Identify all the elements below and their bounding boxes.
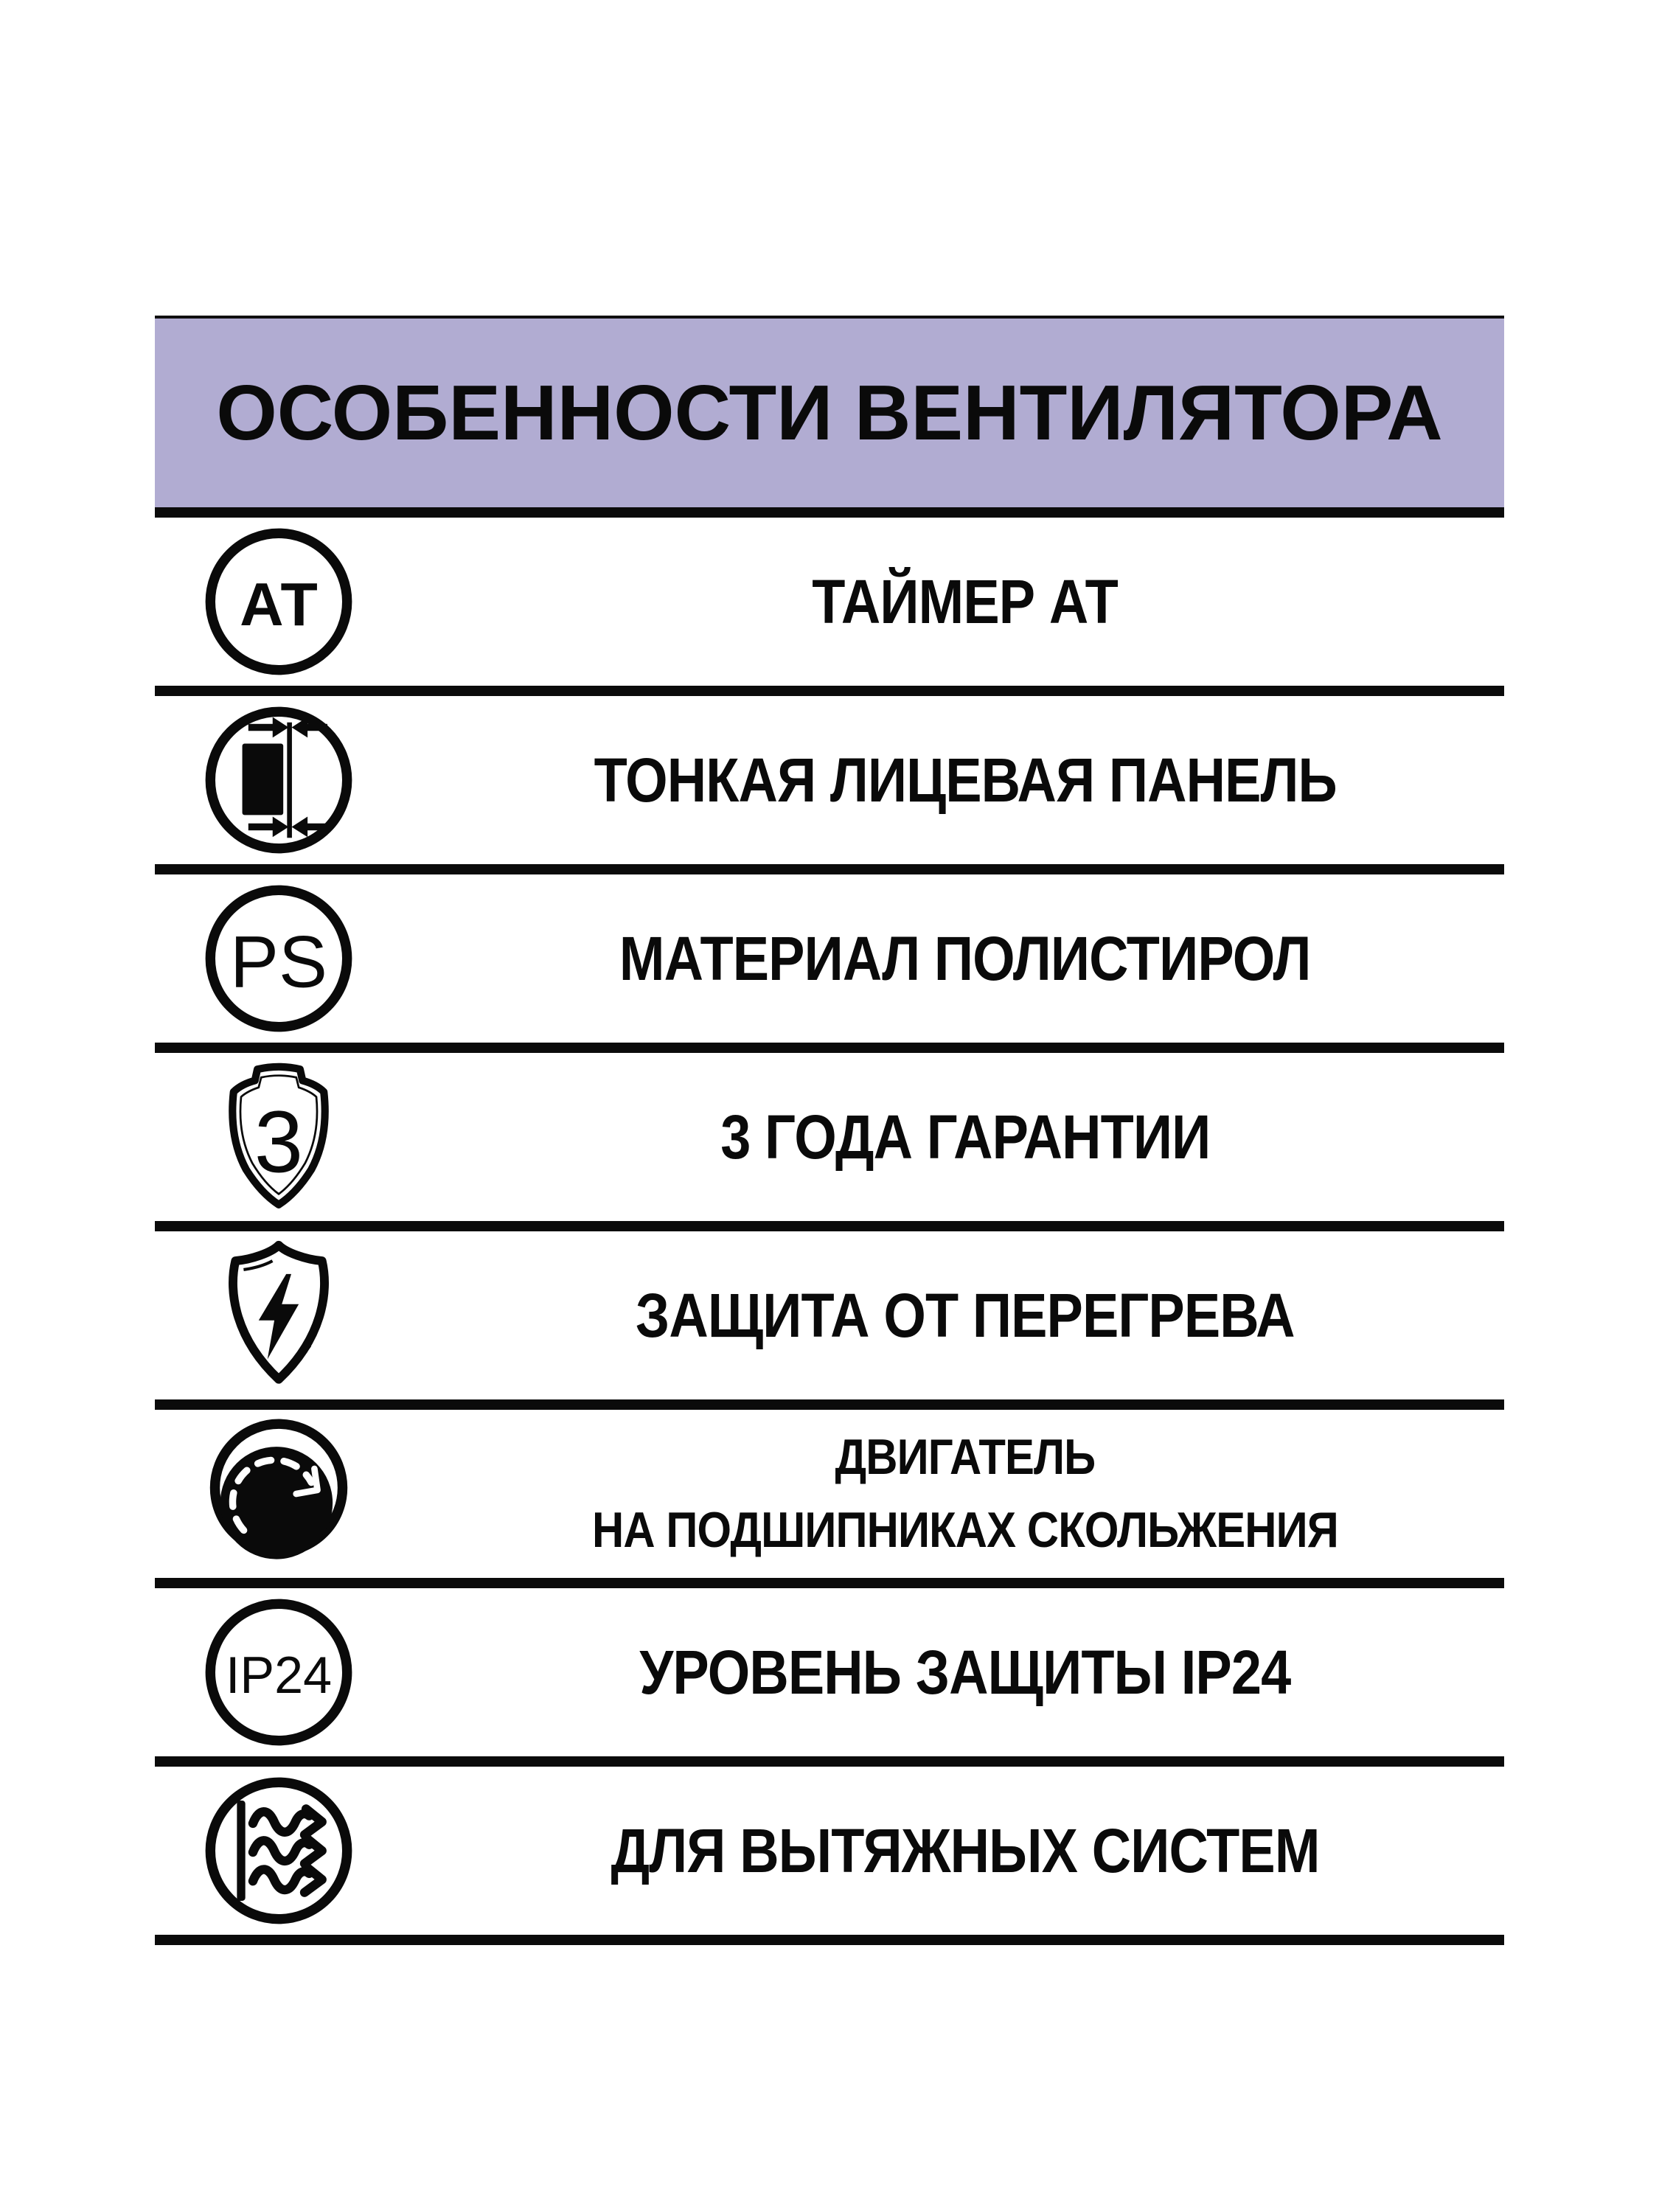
ip24-badge: IP24: [225, 1646, 333, 1705]
warranty-years-badge: 3: [254, 1093, 304, 1192]
polystyrene-badge: PS: [230, 920, 327, 1003]
exhaust-system-icon: [203, 1775, 355, 1927]
feature-row-motor: [155, 1410, 1504, 1588]
feature-label: ДЛЯ ВЫТЯЖНЫХ СИСТЕМ: [611, 1815, 1320, 1885]
lightning-bolt: [259, 1274, 299, 1360]
feature-row-warranty: [155, 1053, 1504, 1231]
feature-row-material: [155, 874, 1504, 1053]
feature-label: ЗАЩИТА ОТ ПЕРЕГРЕВА: [636, 1280, 1295, 1350]
overheat-protection-icon: [215, 1240, 342, 1391]
feature-row-thin-panel: [155, 696, 1504, 874]
feature-row-overheat: [155, 1231, 1504, 1410]
feature-row-timer: [155, 518, 1504, 696]
feature-label: ТАЙМЕР АТ: [812, 566, 1119, 636]
features-header: [155, 316, 1504, 518]
feature-label: УРОВЕНЬ ЗАЩИТЫ IP24: [639, 1637, 1291, 1707]
thin-front-panel-icon: [203, 704, 355, 856]
feature-label: ТОНКАЯ ЛИЦЕВАЯ ПАНЕЛЬ: [594, 745, 1337, 815]
timer-at-icon: [203, 526, 355, 678]
ip24-protection-icon: [203, 1596, 355, 1748]
features-sheet: [155, 316, 1504, 1945]
feature-row-exhaust: [155, 1767, 1504, 1945]
features-title: ОСОБЕННОСТИ ВЕНТИЛЯТОРА: [216, 369, 1443, 456]
feature-label: ДВИГАТЕЛЬ НА ПОДШИПНИКАХ СКОЛЬЖЕНИЯ: [592, 1429, 1338, 1558]
sliding-bearing-motor-icon: [203, 1418, 355, 1570]
polystyrene-material-icon: [203, 883, 355, 1034]
feature-label: 3 ГОДА ГАРАНТИИ: [720, 1102, 1211, 1172]
feature-label: МАТЕРИАЛ ПОЛИСТИРОЛ: [619, 923, 1311, 993]
timer-at-badge: АТ: [240, 571, 318, 639]
warranty-shield-icon: [215, 1062, 342, 1212]
feature-row-ip24: [155, 1588, 1504, 1767]
